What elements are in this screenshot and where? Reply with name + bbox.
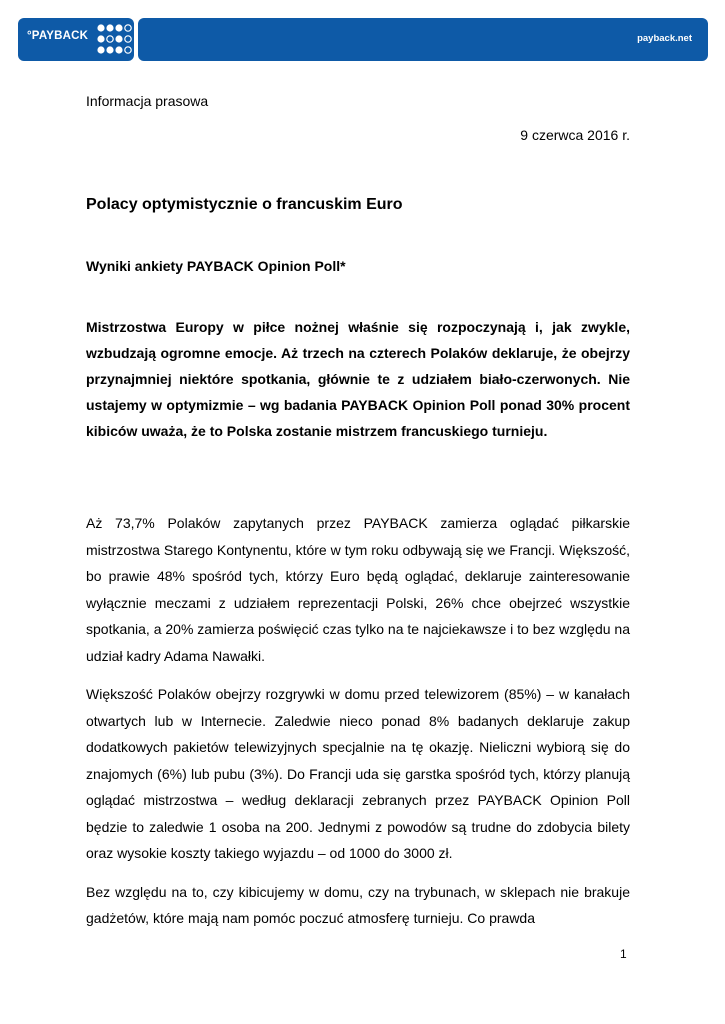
body-paragraph: Aż 73,7% Polaków zapytanych przez PAYBACK zamierza oglądać piłkarskie mistrzostwa Starego Kontynentu, które w tym roku odbywają się we Francji. Większość, bo prawie 48% spośród tych, którzy Euro będą oglądać, deklaruje zainteresowanie wyłącznie meczami z udziałem reprezentacji Polski, 26% chce obejrzeć wszystkie spotkania, a 20% zamierza poświęcić czas tylko na te najciekawsze i to bez względu na udział kadry Adama Nawałki.: [86, 515, 630, 664]
logo-wordmark: °PAYBACK: [27, 30, 89, 42]
body-paragraph: Większość Polaków obejrzy rozgrywki w domu przed telewizorem (85%) – w kanałach otwartych lub w Internecie. Zaledwie nieco ponad 8% badanych deklaruje zakup dodatkowych pakietów telewizyjnych specjalnie na tę okazję. Nieliczni wybiorą się do znajomych (6%) lub pubu (3%). Do Francji uda się garstka spośród tych, którzy planują oglądać mistrzostwa – według deklaracji zebranych przez PAYBACK Opinion Poll będzie to zaledwie 1 osoba na 200. Jednymi z powodów są trudne do zdobycia bilety oraz wysokie koszty takiego wyjazdu – od 1000 do 3000 zł.: [86, 686, 630, 861]
header-domain: payback.net: [637, 33, 692, 44]
document-label: Informacja prasowa: [86, 93, 209, 109]
body-text: [86, 510, 630, 944]
document-date: 9 czerwca 2016 r.: [520, 127, 630, 143]
page-number: 1: [620, 947, 627, 961]
body-paragraph: Bez względu na to, czy kibicujemy w domu, czy na trybunach, w sklepach nie brakuje gadżetów, które mają nam pomóc poczuć atmosferę turnieju. Co prawda: [86, 883, 630, 926]
header-banner: [138, 18, 708, 61]
document-title: Polacy optymistycznie o francuskim Euro: [86, 196, 403, 213]
document-subtitle: Wyniki ankiety PAYBACK Opinion Poll*: [86, 258, 346, 274]
logo-dots-icon: [96, 23, 132, 56]
payback-logo: [18, 18, 134, 61]
lead-paragraph: Mistrzostwa Europy w piłce nożnej właśnie się rozpoczynają i, jak zwykle, wzbudzają ogromne emocje. Aż trzech na czterech Polaków deklaruje, że obejrzy przynajmniej niektóre spotkania, głównie te z udziałem biało-czerwonych. Nie ustajemy w optymizmie – wg badania PAYBACK Opinion Poll ponad 30% procent kibiców uważa, że to Polska zostanie mistrzem francuskiego turnieju.: [86, 319, 630, 439]
